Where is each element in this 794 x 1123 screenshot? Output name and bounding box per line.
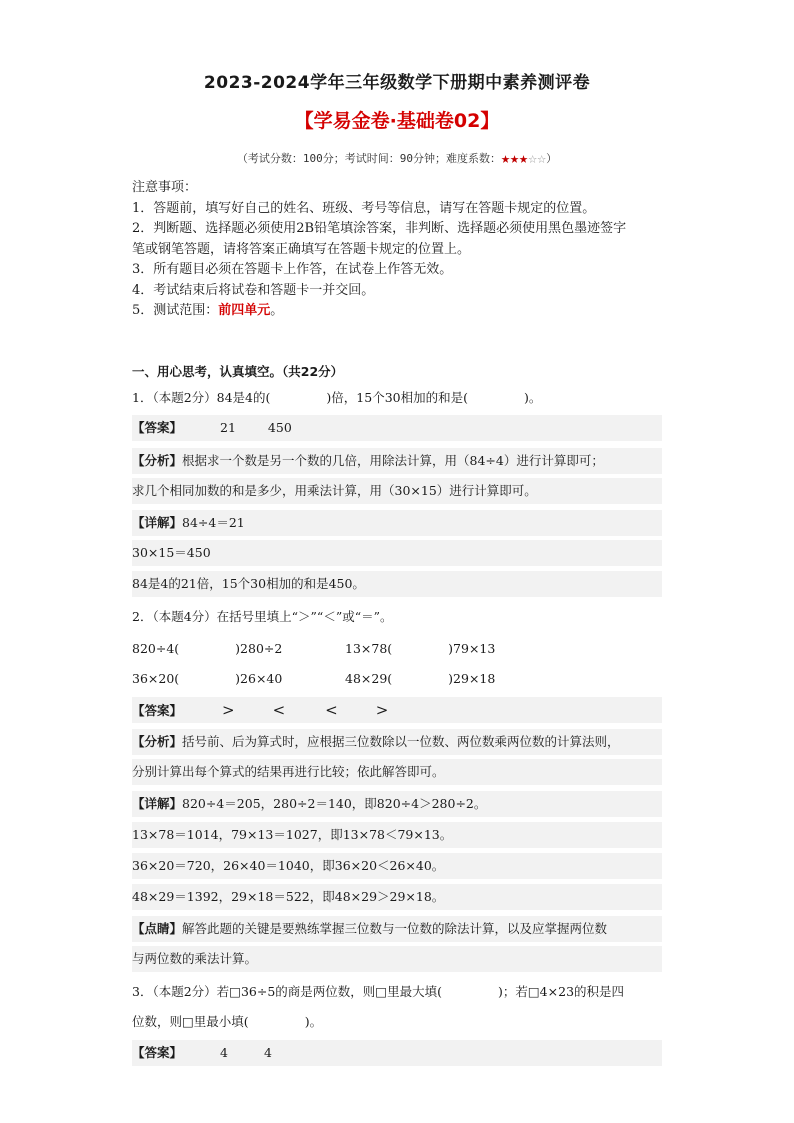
question-1-detail-line bbox=[132, 540, 662, 566]
tip-tag: 【点睛】 bbox=[132, 921, 183, 936]
notes-item bbox=[132, 301, 662, 322]
question-1-analysis-cont bbox=[132, 478, 662, 504]
notes-item: 笔或钢笔答题，请将答案正确填写在答题卡规定的位置上。 bbox=[132, 241, 471, 257]
tip-text: 与两位数的乘法计算。 bbox=[132, 951, 258, 966]
expr-left: 36×20( bbox=[132, 671, 180, 686]
notes-item: 4．考试结束后将试卷和答题卡一并交回。 bbox=[132, 282, 375, 298]
detail-text: 48×29＝1392，29×18＝522，即48×29＞29×18。 bbox=[132, 889, 445, 904]
question-text: )；若□4×23的积是四 bbox=[498, 984, 625, 999]
detail-tag: 【详解】 bbox=[132, 515, 183, 530]
compare-expression bbox=[132, 636, 345, 662]
notes-block bbox=[132, 178, 662, 322]
star-empty-icon: ☆ bbox=[528, 149, 538, 167]
question-2-tip-cont bbox=[132, 946, 662, 972]
answer-value: > bbox=[222, 701, 235, 719]
notes-item: 1．答题前，填写好自己的姓名、班级、考号等信息，请写在答题卡规定的位置。 bbox=[132, 200, 596, 216]
question-text: )。 bbox=[523, 390, 542, 405]
answer-value: 21 bbox=[220, 420, 236, 435]
notes-item-suffix: 。 bbox=[270, 303, 284, 318]
question-text: 位数，则□里最小填( bbox=[132, 1014, 249, 1029]
detail-text: 820÷4＝205，280÷2＝140，即820÷4＞280÷2。 bbox=[182, 796, 487, 811]
analysis-text: 根据求一个数是另一个数的几倍，用除法计算，用（84÷4）进行计算即可； bbox=[182, 453, 604, 468]
notes-heading: 注意事项： bbox=[132, 180, 198, 195]
notes-item: 3．所有题目必须在答题卡上作答，在试卷上作答无效。 bbox=[132, 262, 453, 277]
analysis-text: 求几个相同加数的和是多少，用乘法计算，用（30×15）进行计算即可。 bbox=[132, 483, 537, 498]
question-2-answer bbox=[132, 697, 662, 723]
question-text: 3．（本题2分）若□36÷5的商是两位数，则□里最大填( bbox=[132, 984, 442, 999]
exam-info bbox=[132, 149, 662, 167]
notes-item-label: 5．测试范围： bbox=[132, 303, 219, 318]
tip-text: 解答此题的关键是要熟练掌握三位数与一位数的除法计算，以及应掌握两位数 bbox=[182, 921, 608, 936]
question-1-detail bbox=[132, 510, 662, 536]
star-empty-icon: ☆ bbox=[537, 149, 547, 167]
question-2-analysis bbox=[132, 729, 662, 755]
star-filled-icon: ★ bbox=[519, 149, 529, 167]
detail-text: 30×15＝450 bbox=[132, 545, 211, 560]
analysis-text: 括号前、后为算式时，应根据三位数除以一位数、两位数乘两位数的计算法则， bbox=[182, 734, 620, 749]
question-3-answer bbox=[132, 1040, 662, 1066]
exam-title: 2023-2024学年三年级数学下册期中素养测评卷 bbox=[203, 73, 591, 93]
expr-right: )79×13 bbox=[448, 641, 496, 656]
section-heading: 一、用心思考，认真填空。（共22分） bbox=[132, 364, 344, 379]
difficulty-stars bbox=[501, 149, 546, 167]
question-1-stem bbox=[132, 385, 662, 411]
answer-tag: 【答案】 bbox=[132, 1045, 183, 1060]
question-2-expr-row bbox=[132, 666, 662, 692]
detail-tag: 【详解】 bbox=[132, 796, 183, 811]
exam-info-suffix: ） bbox=[546, 152, 558, 165]
answer-tag: 【答案】 bbox=[132, 420, 183, 435]
expr-left: 48×29( bbox=[345, 671, 393, 686]
answer-value: 4 bbox=[220, 1045, 228, 1060]
question-1-answer bbox=[132, 415, 662, 441]
detail-text: 84÷4＝21 bbox=[182, 515, 245, 530]
question-1-analysis bbox=[132, 448, 662, 474]
question-text: )倍，15个30相加的和是( bbox=[326, 390, 468, 405]
notes-item: 2．判断题、选择题必须使用2B铅笔填涂答案，非判断、选择题必须使用黑色墨迹签字 bbox=[132, 221, 627, 236]
compare-expression bbox=[345, 641, 495, 656]
detail-text: 13×78＝1014，79×13＝1027，即13×78＜79×13。 bbox=[132, 827, 453, 842]
answer-value: 450 bbox=[267, 420, 292, 435]
answer-value: 4 bbox=[263, 1045, 272, 1060]
question-2-detail bbox=[132, 791, 662, 817]
question-text: )。 bbox=[304, 1014, 323, 1029]
question-3-stem-cont bbox=[132, 1009, 662, 1035]
detail-text: 84是4的21倍，15个30相加的和是450。 bbox=[132, 576, 365, 591]
star-filled-icon: ★ bbox=[510, 149, 520, 167]
expr-left: 13×78( bbox=[345, 641, 393, 656]
exam-info-prefix: （考试分数：100分；考试时间：90分钟；难度系数： bbox=[236, 152, 501, 165]
question-text: 1．（本题2分）84是4的( bbox=[132, 390, 271, 405]
exam-subtitle: 【学易金卷·基础卷02】 bbox=[294, 110, 500, 132]
expr-right: )280÷2 bbox=[235, 641, 283, 656]
question-2-detail-line bbox=[132, 822, 662, 848]
analysis-text: 分别计算出每个算式的结果再进行比较；依此解答即可。 bbox=[132, 764, 445, 779]
question-2-detail-line bbox=[132, 853, 662, 879]
question-1-detail-line bbox=[132, 571, 662, 597]
analysis-tag: 【分析】 bbox=[132, 734, 183, 749]
star-filled-icon: ★ bbox=[500, 149, 511, 167]
answer-value: < bbox=[272, 701, 286, 719]
question-2-expr-row bbox=[132, 636, 662, 662]
expr-left: 820÷4( bbox=[132, 641, 180, 656]
question-2-detail-line bbox=[132, 884, 662, 910]
answer-value: > bbox=[375, 701, 389, 719]
question-3-stem bbox=[132, 979, 662, 1005]
question-2-stem: 2．（本题4分）在括号里填上“＞”“＜”或“＝”。 bbox=[132, 609, 393, 624]
question-2-tip bbox=[132, 916, 662, 942]
compare-expression bbox=[132, 666, 345, 692]
expr-right: )26×40 bbox=[235, 671, 283, 686]
compare-expression bbox=[345, 671, 495, 686]
answer-value: < bbox=[325, 701, 338, 719]
question-2-analysis-cont bbox=[132, 759, 662, 785]
detail-text: 36×20＝720，26×40＝1040，即36×20＜26×40。 bbox=[132, 858, 445, 873]
answer-tag: 【答案】 bbox=[132, 703, 183, 718]
analysis-tag: 【分析】 bbox=[132, 453, 183, 468]
expr-right: )29×18 bbox=[448, 671, 496, 686]
test-scope: 前四单元 bbox=[218, 303, 271, 318]
